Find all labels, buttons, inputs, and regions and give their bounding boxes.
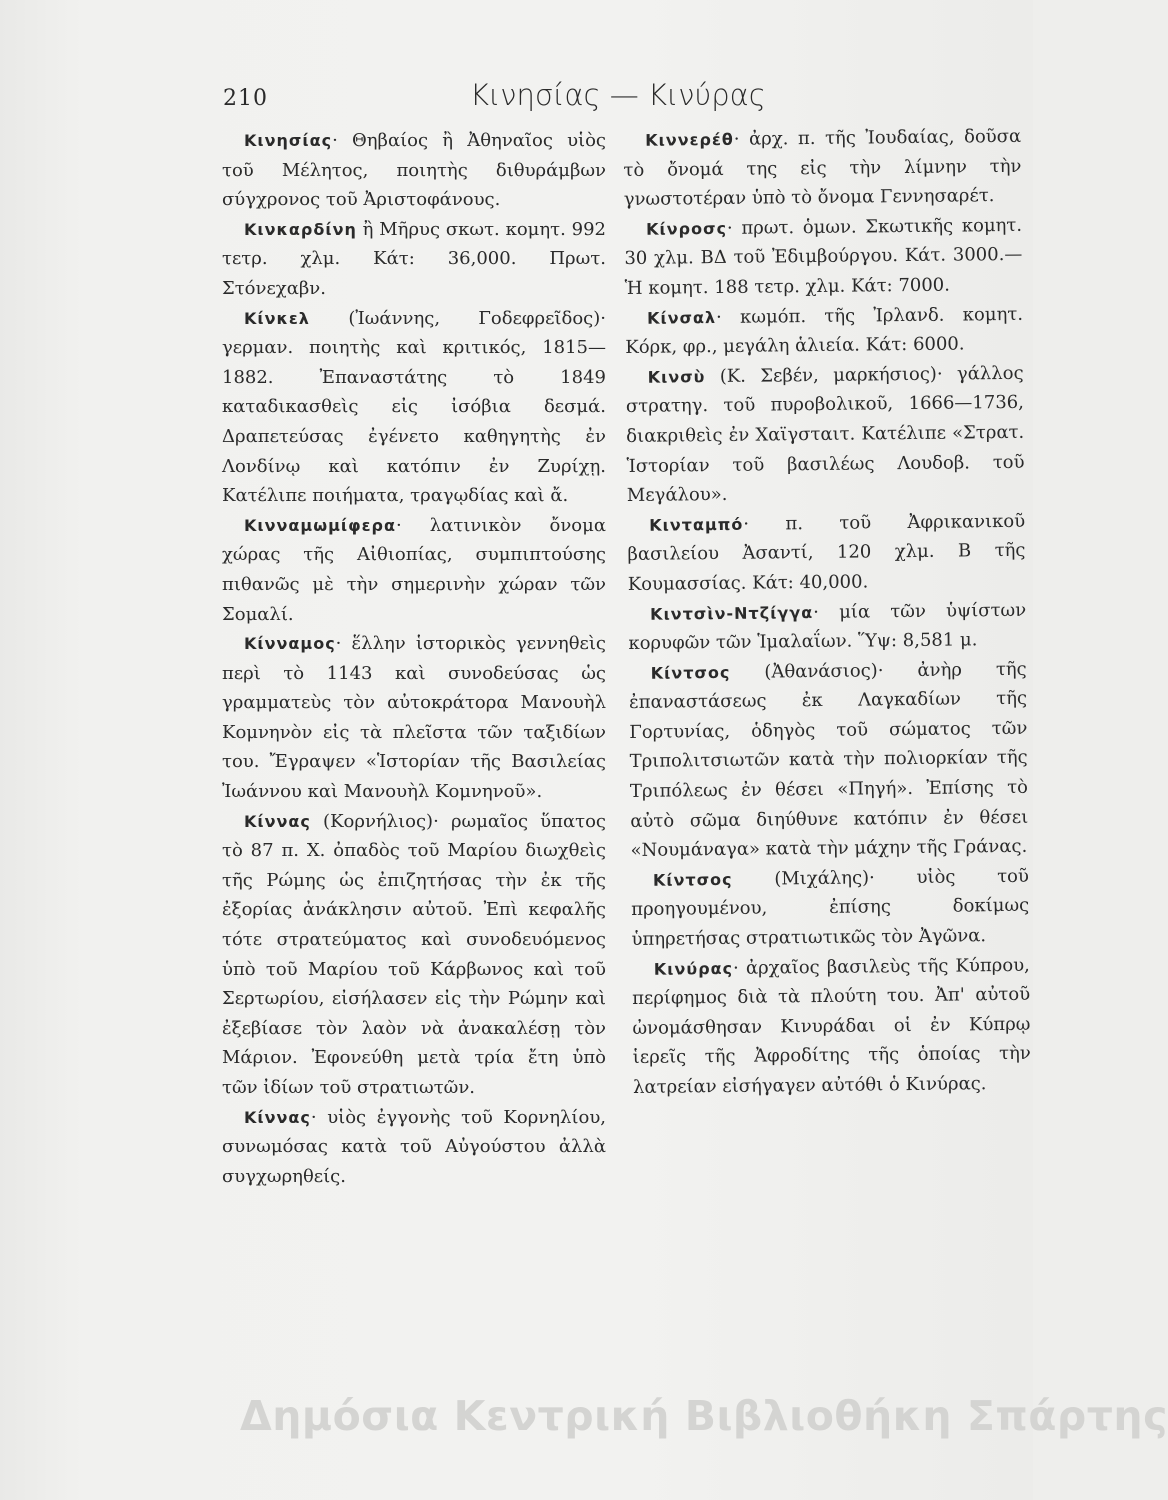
entry-text: (Ἰωάννης, Γοδεφρεῖδος)· γερμαν. ποιητὴς καὶ κριτικός, 1815—1882. Ἐπαναστάτης τὸ 1849 καταδικασθεὶς εἰς ἰσόβια δεσμά. Δραπετεύσας ἐγένετο καθηγητὴς ἐν Λονδίνῳ καὶ κατόπιν ἐν Ζυρίχῃ. Κατέλιπε ποιήματα, τραγῳδίας καὶ ἄ. [222, 307, 606, 507]
entry-headword: Κιντσὶν-Ντζίγγα [650, 602, 814, 624]
dictionary-entry [632, 950, 1032, 1102]
entry-text: · π. τοῦ Ἀφρικανικοῦ βασιλείου Ἀσαντί, 120 χλμ. Β τῆς Κουμασσίας. Κάτ: 40,000. [627, 510, 1026, 595]
dictionary-entry [222, 807, 606, 1103]
dictionary-entry [625, 359, 1025, 511]
entry-headword: Κινκαρδίνη [244, 219, 357, 239]
entry-text: (Μιχάλης)· υἱὸς τοῦ προηγουμένου, ἐπίσης δοκίμως ὑπηρετήσας στρατιωτικῶς τὸν Ἀγῶνα. [631, 865, 1030, 950]
entry-headword: Κινησίας [244, 131, 333, 150]
entry-headword: Κίννας [244, 811, 311, 831]
entry-headword: Κινσὺ [647, 366, 706, 387]
dictionary-entry [625, 299, 1024, 362]
dictionary-entry [629, 654, 1029, 865]
entry-text: · κωμόπ. τῆς Ἰρλανδ. κομητ. Κόρκ, φρ., μεγάλη ἁλιεία. Κάτ: 6000. [625, 303, 1024, 359]
entry-text: · ἀρχ. π. τῆς Ἰουδαίας, δοῦσα τὸ ὄνομά της εἰς τὴν λίμνην τὴν γνωστοτέραν ὑπὸ τὸ ὄνομα Γεννησαρέτ. [623, 125, 1022, 211]
entry-text: · μία τῶν ὑψίστων κορυφῶν τῶν Ἱμαλαΐων. Ὕψ: 8,581 μ. [628, 599, 1027, 655]
entry-text: · πρωτ. ὁμων. Σκωτικῆς κομητ. 30 χλμ. ΒΔ τοῦ Ἐδιμβούργου. Κάτ. 3000.—Ἡ κομητ. 188 τετρ. χλμ. Κάτ: 7000. [624, 214, 1023, 299]
dictionary-entry [628, 595, 1027, 658]
dictionary-entry [623, 122, 1022, 215]
entry-text: · υἱὸς ἐγγονὴς τοῦ Κορνηλίου, συνωμόσας κατὰ τοῦ Αὐγούστου ἀλλὰ συγχωρηθείς. [222, 1106, 606, 1187]
dictionary-entry [222, 126, 606, 215]
entry-text: (Κορνήλιος)· ρωμαῖος ὕπατος τὸ 87 π. Χ. ὀπαδὸς τοῦ Μαρίου διωχθεὶς τῆς Ρώμης ὡς ἐπιζητήσας τὴν ἐκ τῆς ἐξορίας ἀνάκλησιν αὐτοῦ. Ἐπὶ κεφαλῆς τότε στρατεύματος καὶ συνοδευόμενος ὑπὸ τοῦ Μαρίου τοῦ Κάρβωνος καὶ τοῦ Σερτωρίου, εἰσήλασεν εἰς τὴν Ρώμην καὶ ἐξεβίασε τὸν λαὸν νὰ ἀνακαλέσῃ τὸν Μάριον. Ἐφονεύθη μετὰ τρία ἔτη ὑπὸ τῶν ἰδίων τοῦ στρατιωτῶν. [222, 810, 606, 1098]
dictionary-entry [222, 215, 606, 304]
dictionary-entry [222, 304, 606, 511]
entry-headword: Κίννας [244, 1107, 311, 1127]
page-number: 210 [223, 86, 268, 111]
library-watermark: Δημόσια Κεντρική Βιβλιοθήκη Σπάρτης [240, 1392, 1168, 1440]
dictionary-entry [627, 507, 1026, 600]
entry-headword: Κινναμωμίφερα [244, 515, 396, 535]
entry-headword: Κίνσαλ [646, 307, 717, 328]
entry-text: (Ἀθανάσιος)· ἀνὴρ τῆς ἐπαναστάσεως ἐκ Λαγκαδίων τῆς Γορτυνίας, ὁδηγὸς τοῦ σώματος τῶν Τριπολιτσιωτῶν κατὰ τὴν πολιορκίαν τῆς Τριπόλεως ἐν θέσει «Πηγή». Ἐπίσης τὸ αὐτὸ σῶμα διηύθυνε κατόπιν ἐν θέσει «Νουμάναγα» κατὰ τὴν μάχην τῆς Γράνας. [628, 658, 1029, 862]
entry-headword: Κίνκελ [244, 308, 310, 328]
entry-text: ἢ Μῆρυς σκωτ. κομητ. 992 τετρ. χλμ. Κάτ: 36,000. Πρωτ. Στόνεχαβν. [222, 218, 606, 299]
running-head: Κινησίας — Κινύρας [470, 78, 766, 112]
entry-text: · ἀρχαῖος βασιλεὺς τῆς Κύπρου, περίφημος διὰ τὰ πλούτη του. Ἀπ' αὐτοῦ ὠνομάσθησαν Κινυράδαι οἱ ἐν Κύπρῳ ἱερεῖς τῆς Ἀφροδίτης τῆς ὁποίας τὴν λατρείαν εἰσήγαγεν αὐτόθι ὁ Κινύρας. [632, 954, 1031, 1098]
dictionary-entry [631, 862, 1030, 955]
entry-text: · Θηβαίος ἢ Ἀθηναῖος υἱὸς τοῦ Μέλητος, ποιητὴς διθυράμβων σύγχρονος τοῦ Ἀριστοφάνους. [222, 130, 606, 211]
entry-headword: Κινύρας [653, 958, 734, 979]
page-header [205, 78, 845, 118]
entry-headword: Κιννερέθ [645, 129, 734, 150]
dictionary-entry [222, 511, 606, 629]
entry-headword: Κινταμπό [649, 514, 744, 535]
entry-headword: Κίντσος [650, 662, 731, 683]
entry-headword: Κίνροσς [645, 218, 728, 239]
entry-headword: Κίνναμος [244, 634, 336, 654]
entry-text: · λατινικὸν ὄνομα χώρας τῆς Αἰθιοπίας, συμπιπτούσης πιθανῶς μὲ τὴν σημερινὴν χώραν τῶν Σομαλί. [222, 514, 606, 625]
dictionary-entry [624, 211, 1023, 304]
dictionary-entry [222, 629, 606, 807]
left-column [222, 126, 606, 1191]
entry-text: · ἕλλην ἱστορικὸς γεννηθεὶς περὶ τὸ 1143 καὶ συνοδεύσας ὡς γραμματεὺς τὸν αὐτοκράτορα Μανουὴλ Κομνηνὸν εἰς τὰ πλεῖστα τῶν ταξιδίων του. Ἔγραψεν «Ἱστορίαν τῆς Βασιλείας Ἰωάννου καὶ Μανουὴλ Κομνηνοῦ». [222, 633, 606, 803]
entry-headword: Κίντσος [652, 869, 733, 890]
right-column [623, 122, 1031, 1103]
dictionary-entry [222, 1103, 606, 1192]
entry-text: (Κ. Σεβέν, μαρκήσιος)· γάλλος στρατηγ. τοῦ πυροβολικοῦ, 1666—1736, διακριθεὶς ἐν Χαϊγσταιτ. Κατέλιπε «Στρατ. Ἱστορίαν τοῦ βασιλέως Λουδοβ. τοῦ Μεγάλου». [625, 362, 1025, 507]
